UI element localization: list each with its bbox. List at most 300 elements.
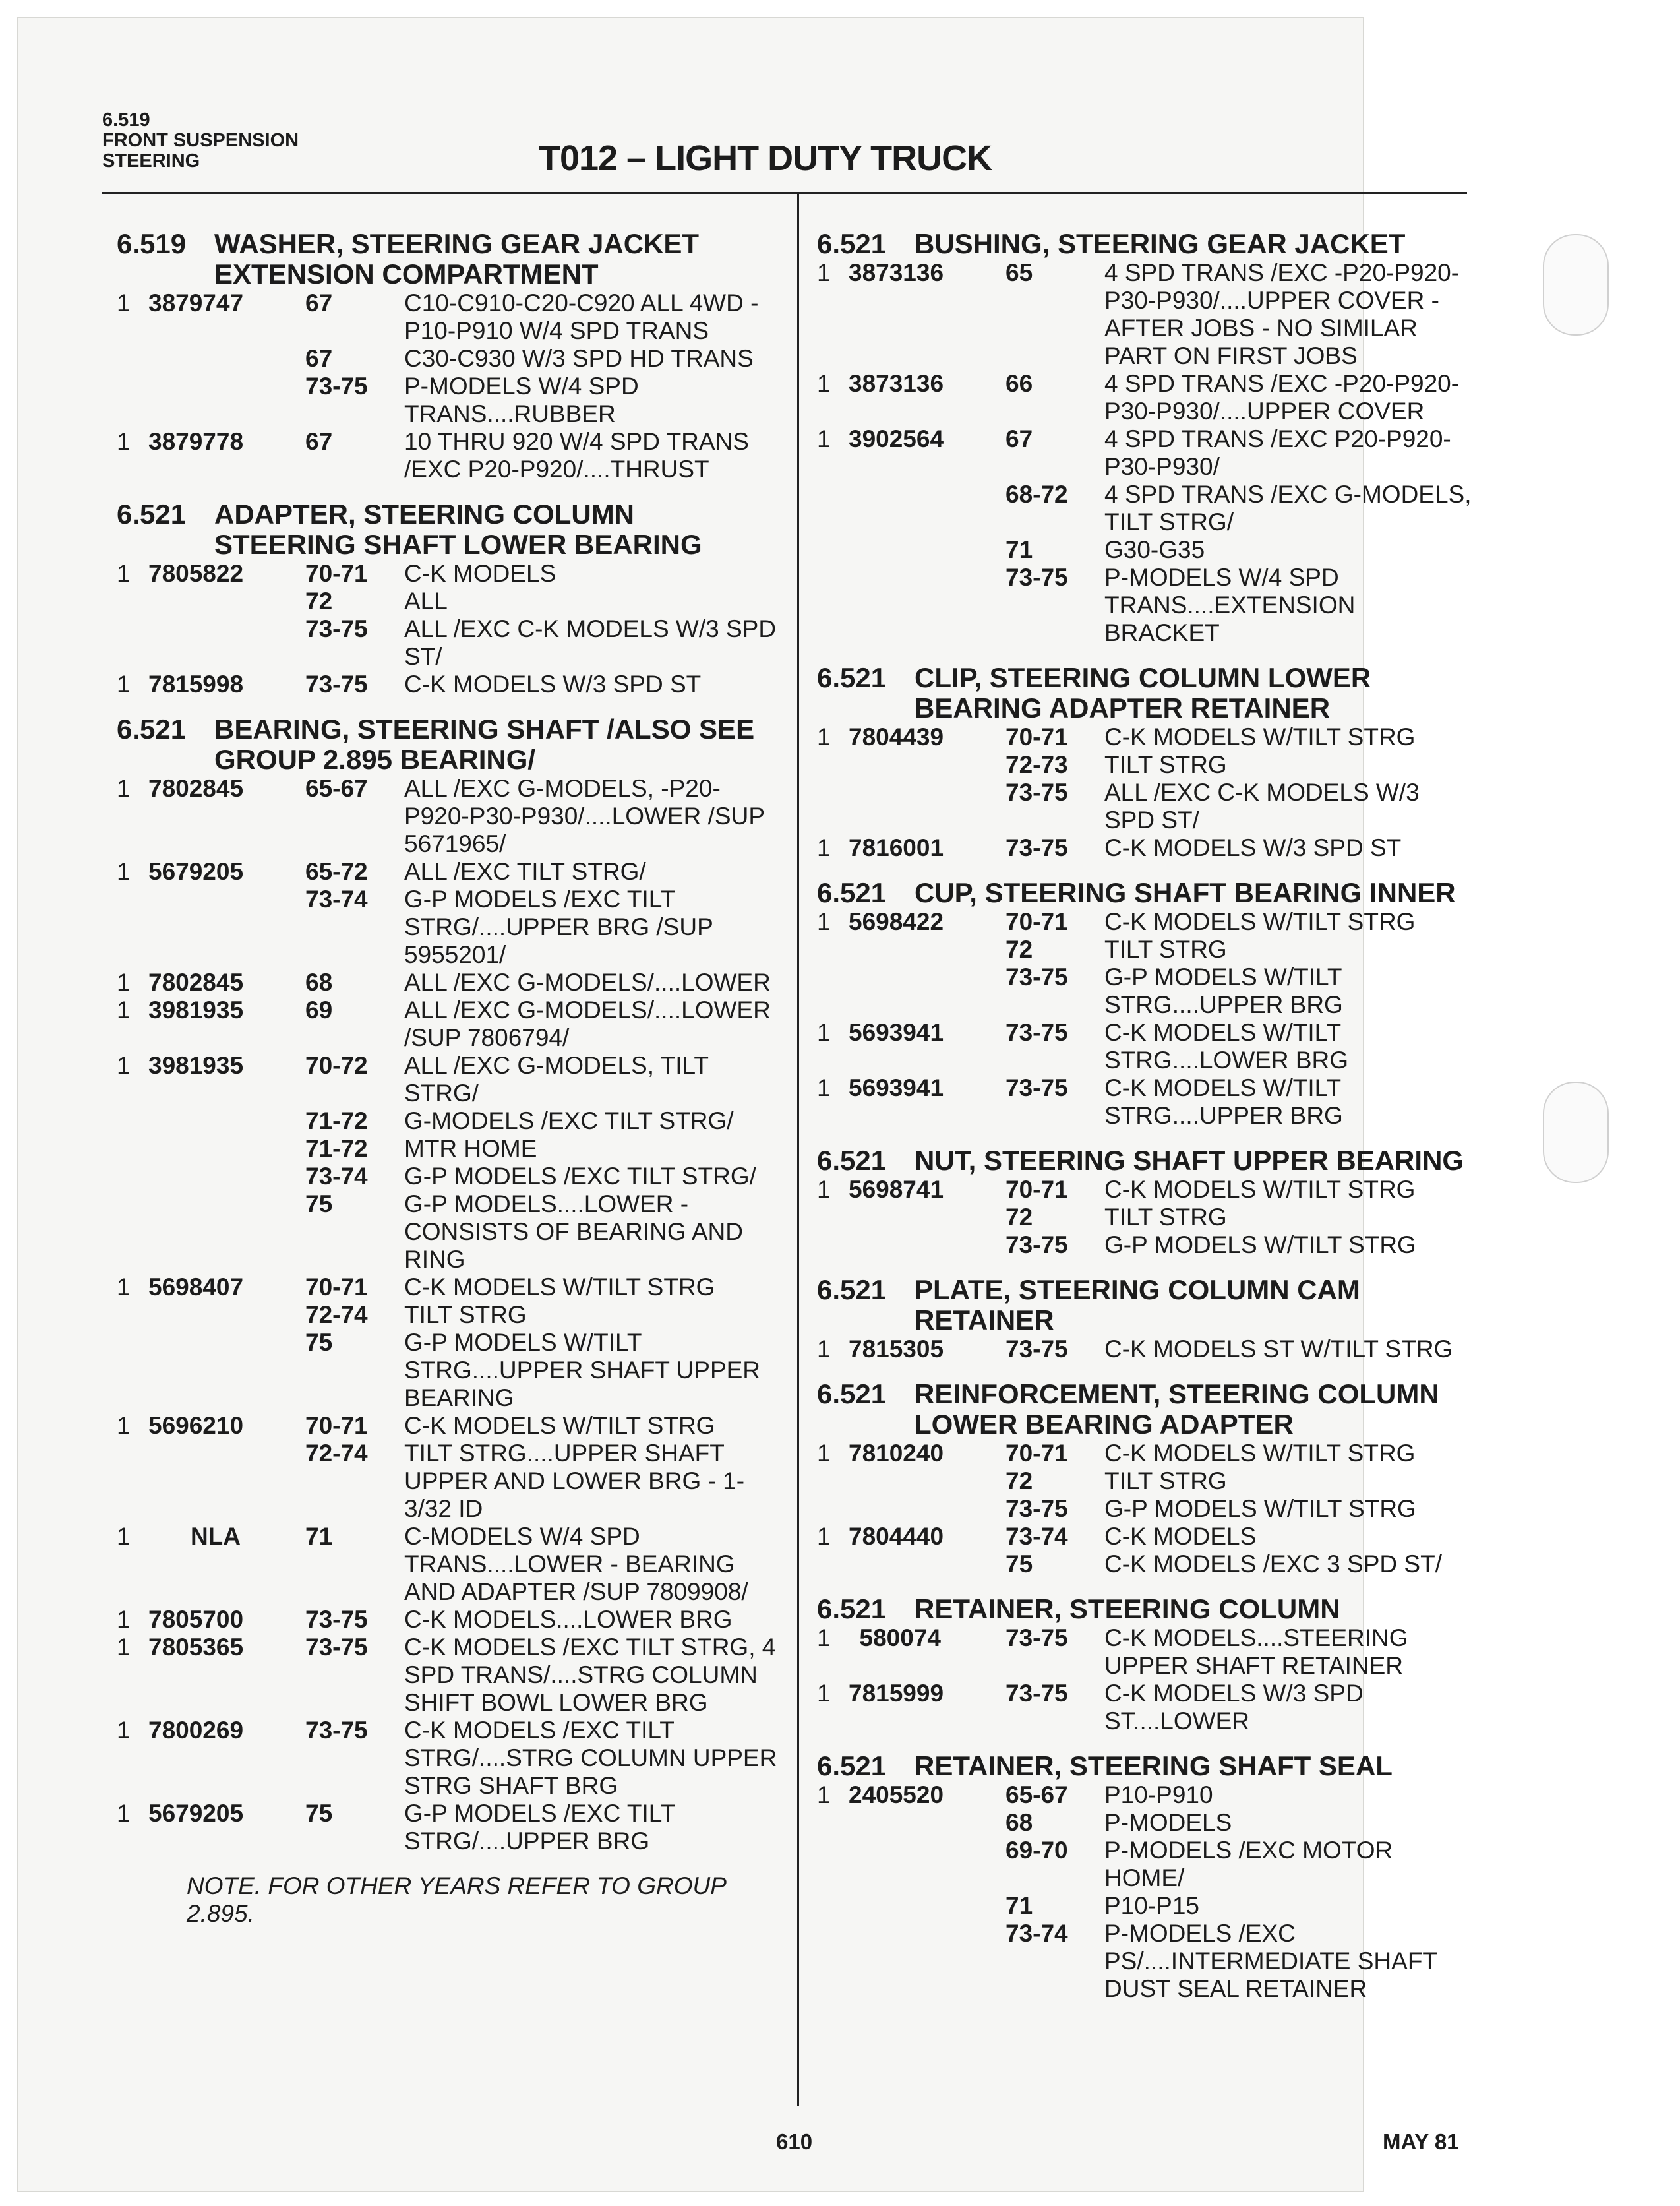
model-years: 70-71 xyxy=(305,1273,368,1301)
part-entry xyxy=(117,671,783,698)
application-description: C-K MODELS W/TILT STRG xyxy=(1104,908,1416,935)
application-row xyxy=(1005,1809,1476,1837)
section-heading xyxy=(817,663,1476,723)
model-years: 70-71 xyxy=(1005,1440,1068,1467)
application-list xyxy=(305,671,783,698)
application-row xyxy=(1005,259,1476,370)
application-row xyxy=(1005,1624,1476,1680)
application-row xyxy=(1005,1335,1476,1363)
part-number: 5698422 xyxy=(849,908,944,935)
application-description: C-K MODELS W/TILT STRG....LOWER BRG xyxy=(1104,1019,1349,1074)
application-description: C-K MODELS ST W/TILT STRG xyxy=(1104,1335,1453,1363)
model-years: 65 xyxy=(1005,259,1033,286)
model-years: 72-74 xyxy=(305,1440,368,1467)
part-number: 3981935 xyxy=(148,1052,244,1079)
section-heading xyxy=(817,878,1476,908)
application-description: P-MODELS W/4 SPD TRANS....RUBBER xyxy=(404,373,639,427)
quantity: 1 xyxy=(817,834,831,861)
model-years: 73-74 xyxy=(1005,1920,1068,1947)
model-years: 68-72 xyxy=(1005,481,1068,508)
application-list xyxy=(1005,1781,1476,2003)
application-description: TILT STRG xyxy=(1104,751,1227,778)
application-description: TILT STRG xyxy=(404,1301,527,1328)
model-years: 73-74 xyxy=(305,1163,368,1190)
application-description: G-MODELS /EXC TILT STRG/ xyxy=(404,1107,734,1134)
application-description: G-P MODELS W/TILT STRG....UPPER SHAFT UPPER BEARING xyxy=(404,1329,761,1411)
model-years: 73-75 xyxy=(305,373,368,400)
application-row xyxy=(305,1190,783,1273)
quantity: 1 xyxy=(817,1781,831,1808)
application-description: C-K MODELS /EXC TILT STRG, 4 SPD TRANS/....STRG COLUMN SHIFT BOWL LOWER BRG xyxy=(404,1634,776,1716)
section-heading xyxy=(817,1751,1476,1781)
application-description: G-P MODELS /EXC TILT STRG/ xyxy=(404,1163,756,1190)
application-description: ALL /EXC G-MODELS, TILT STRG/ xyxy=(404,1052,709,1107)
part-number: 2405520 xyxy=(849,1781,944,1808)
catalog-page xyxy=(17,17,1472,2192)
quantity: 1 xyxy=(117,1634,131,1661)
part-entry xyxy=(117,560,783,671)
application-row xyxy=(1005,1550,1476,1578)
part-number: 7800269 xyxy=(148,1717,244,1744)
model-years: 72 xyxy=(305,588,333,615)
part-number: 3879747 xyxy=(148,290,244,317)
model-years: 72 xyxy=(1005,936,1033,963)
binder-hole-middle xyxy=(1543,1082,1609,1183)
model-years: 73-75 xyxy=(1005,779,1068,806)
model-years: 71-72 xyxy=(305,1135,368,1162)
application-row xyxy=(1005,1892,1476,1920)
quantity: 1 xyxy=(117,996,131,1024)
model-years: 73-75 xyxy=(1005,1495,1068,1522)
application-row xyxy=(1005,779,1476,834)
model-years: 73-75 xyxy=(305,671,368,698)
model-years: 70-72 xyxy=(305,1052,368,1079)
footnote: NOTE. FOR OTHER YEARS REFER TO GROUP 2.895. xyxy=(187,1872,726,1927)
application-description: P-MODELS /EXC MOTOR HOME/ xyxy=(1104,1837,1393,1891)
quantity: 1 xyxy=(817,1176,831,1203)
section-code: 6.519 xyxy=(117,228,187,259)
quantity: 1 xyxy=(117,858,131,885)
application-row xyxy=(305,1163,783,1190)
application-row xyxy=(305,671,783,698)
quantity: 1 xyxy=(117,1412,131,1439)
part-number: 7802845 xyxy=(148,969,244,996)
application-row xyxy=(305,969,783,996)
model-years: 73-75 xyxy=(1005,1019,1068,1046)
part-number: 5693941 xyxy=(849,1019,944,1046)
application-description: P10-P910 xyxy=(1104,1781,1213,1808)
model-years: 69 xyxy=(305,996,333,1024)
section-heading xyxy=(817,229,1476,259)
application-description: C-K MODELS W/TILT STRG xyxy=(1104,1176,1416,1203)
model-years: 70-71 xyxy=(1005,908,1068,935)
part-number: 7804439 xyxy=(849,723,944,751)
section-code: 6.521 xyxy=(817,1593,887,1624)
application-description: 10 THRU 920 W/4 SPD TRANS /EXC P20-P920/....THRUST xyxy=(404,428,749,483)
header-rule xyxy=(102,192,1467,194)
application-description: G-P MODELS W/TILT STRG xyxy=(1104,1495,1416,1522)
section-heading xyxy=(117,229,783,290)
model-years: 69-70 xyxy=(1005,1837,1068,1864)
part-number: 7802845 xyxy=(148,775,244,802)
application-row xyxy=(305,1135,783,1163)
quantity: 1 xyxy=(817,1680,831,1707)
part-entry xyxy=(817,1074,1476,1130)
application-description: C-K MODELS W/TILT STRG....UPPER BRG xyxy=(1104,1074,1343,1129)
section-group: FRONT SUSPENSION xyxy=(102,130,299,151)
model-years: 73-75 xyxy=(1005,964,1068,991)
application-list xyxy=(305,1273,783,1412)
application-row xyxy=(1005,723,1476,751)
application-list xyxy=(1005,1440,1476,1523)
model-years: 73-75 xyxy=(305,1606,368,1633)
part-number: 580074 xyxy=(859,1624,941,1651)
application-row xyxy=(305,1717,783,1800)
model-years: 70-71 xyxy=(1005,723,1068,751)
part-entry xyxy=(817,908,1476,1019)
application-description: G30-G35 xyxy=(1104,536,1205,563)
application-row xyxy=(305,858,783,886)
application-description: P10-P15 xyxy=(1104,1892,1199,1919)
publication-date: MAY 81 xyxy=(1383,2129,1459,2154)
part-number: 3981935 xyxy=(148,996,244,1024)
model-years: 73-75 xyxy=(1005,1624,1068,1651)
model-years: 68 xyxy=(305,969,333,996)
part-number: 5693941 xyxy=(849,1074,944,1101)
application-row xyxy=(1005,425,1476,481)
application-row xyxy=(305,1634,783,1717)
application-description: C-K MODELS xyxy=(1104,1523,1257,1550)
section-code: 6.521 xyxy=(117,499,187,530)
application-row xyxy=(305,1412,783,1440)
part-entry xyxy=(117,996,783,1052)
part-entry xyxy=(817,425,1476,647)
section-heading xyxy=(817,1146,1476,1176)
part-entry xyxy=(117,1052,783,1273)
application-description: C-K MODELS....LOWER BRG xyxy=(404,1606,733,1633)
model-years: 65-67 xyxy=(305,775,368,802)
part-entry xyxy=(817,723,1476,834)
application-row xyxy=(305,886,783,969)
model-years: 70-71 xyxy=(305,1412,368,1439)
quantity: 1 xyxy=(117,428,131,455)
quantity: 1 xyxy=(817,259,831,286)
section-code: 6.521 xyxy=(817,1750,887,1781)
model-years: 67 xyxy=(305,428,333,455)
application-description: C-K MODELS W/3 SPD ST xyxy=(404,671,702,698)
application-list xyxy=(305,969,783,996)
part-number: 5698741 xyxy=(849,1176,944,1203)
part-number: 7815305 xyxy=(849,1335,944,1363)
model-years: 70-71 xyxy=(1005,1176,1068,1203)
quantity: 1 xyxy=(117,1717,131,1744)
section-code: 6.521 xyxy=(817,1274,887,1305)
page-number: 610 xyxy=(776,2129,813,2154)
quantity: 1 xyxy=(117,671,131,698)
model-years: 66 xyxy=(1005,370,1033,397)
model-years: 72-73 xyxy=(1005,751,1068,778)
quantity: 1 xyxy=(817,1523,831,1550)
application-description: C-K MODELS /EXC 3 SPD ST/ xyxy=(1104,1550,1442,1578)
application-list xyxy=(305,1523,783,1606)
application-row xyxy=(305,775,783,858)
model-years: 67 xyxy=(305,345,333,372)
part-entry xyxy=(817,1440,1476,1523)
application-description: TILT STRG xyxy=(1104,1467,1227,1494)
model-years: 71-72 xyxy=(305,1107,368,1134)
part-number: 7815998 xyxy=(148,671,244,698)
application-list xyxy=(305,775,783,858)
application-description: ALL /EXC TILT STRG/ xyxy=(404,858,646,885)
part-entry xyxy=(117,290,783,428)
part-number: 5698407 xyxy=(148,1273,244,1301)
application-row xyxy=(1005,1680,1476,1735)
application-description: C-K MODELS W/TILT STRG xyxy=(404,1273,715,1301)
quantity: 1 xyxy=(117,1052,131,1079)
application-list xyxy=(305,1800,783,1855)
quantity: 1 xyxy=(117,290,131,317)
model-years: 67 xyxy=(305,290,333,317)
section-heading xyxy=(817,1379,1476,1440)
application-list xyxy=(1005,834,1476,862)
application-row xyxy=(1005,1204,1476,1231)
application-description: G-P MODELS W/TILT STRG xyxy=(1104,1231,1416,1258)
application-row xyxy=(305,1273,783,1301)
application-row xyxy=(1005,1074,1476,1130)
application-row xyxy=(1005,536,1476,564)
section-code: 6.521 xyxy=(817,1378,887,1409)
part-entry xyxy=(817,1680,1476,1735)
model-years: 73-75 xyxy=(305,615,368,642)
part-number: 7804440 xyxy=(849,1523,944,1550)
quantity: 1 xyxy=(817,1019,831,1046)
application-row xyxy=(305,588,783,615)
part-number: 5679205 xyxy=(148,858,244,885)
quantity: 1 xyxy=(817,1074,831,1101)
application-row xyxy=(1005,1231,1476,1259)
part-entry xyxy=(117,428,783,483)
model-years: 73-75 xyxy=(1005,1335,1068,1363)
section-heading xyxy=(817,1594,1476,1624)
application-description: 4 SPD TRANS /EXC -P20-P920-P30-P930/....UPPER COVER - AFTER JOBS - NO SIMILAR PART ON FIRST JOBS xyxy=(1104,259,1460,369)
application-description: G-P MODELS /EXC TILT STRG/....UPPER BRG /SUP 5955201/ xyxy=(404,886,713,968)
application-row xyxy=(1005,370,1476,425)
model-years: 65-72 xyxy=(305,858,368,885)
application-row xyxy=(1005,964,1476,1019)
application-row xyxy=(1005,481,1476,536)
part-entry xyxy=(117,969,783,996)
model-years: 71 xyxy=(1005,536,1033,563)
section-title: PLATE, STEERING COLUMN CAM RETAINER xyxy=(915,1274,1360,1335)
quantity: 1 xyxy=(817,723,831,751)
application-row xyxy=(305,1052,783,1107)
application-description: P-MODELS W/4 SPD TRANS....EXTENSION BRACKET xyxy=(1104,564,1356,646)
part-number: 3873136 xyxy=(849,370,944,397)
model-years: 71 xyxy=(1005,1892,1033,1919)
quantity: 1 xyxy=(117,775,131,802)
part-entry xyxy=(117,858,783,969)
application-description: G-P MODELS /EXC TILT STRG/....UPPER BRG xyxy=(404,1800,675,1854)
quantity: 1 xyxy=(817,1335,831,1363)
part-number: 7805365 xyxy=(148,1634,244,1661)
application-row xyxy=(1005,1467,1476,1495)
application-description: ALL xyxy=(404,588,448,615)
application-description: MTR HOME xyxy=(404,1135,537,1162)
application-row xyxy=(1005,1837,1476,1892)
application-description: TILT STRG....UPPER SHAFT UPPER AND LOWER BRG - 1-3/32 ID xyxy=(404,1440,745,1522)
quantity: 1 xyxy=(117,969,131,996)
part-number: 7805700 xyxy=(148,1606,244,1633)
section-title: BUSHING, STEERING GEAR JACKET xyxy=(915,228,1406,259)
part-number: 3902564 xyxy=(849,425,944,452)
application-row xyxy=(305,373,783,428)
part-entry xyxy=(817,834,1476,862)
application-description: 4 SPD TRANS /EXC G-MODELS, TILT STRG/ xyxy=(1104,481,1472,536)
model-years: 72-74 xyxy=(305,1301,368,1328)
application-row xyxy=(1005,751,1476,779)
model-years: 75 xyxy=(305,1800,333,1827)
application-description: C-K MODELS W/TILT STRG xyxy=(1104,723,1416,751)
section-code: 6.521 xyxy=(817,1145,887,1176)
part-entry xyxy=(817,1019,1476,1074)
application-row xyxy=(305,428,783,483)
section-heading xyxy=(117,714,783,775)
application-row xyxy=(1005,564,1476,647)
application-list xyxy=(1005,1176,1476,1259)
application-description: C-K MODELS W/TILT STRG xyxy=(404,1412,715,1439)
part-entry xyxy=(817,370,1476,425)
application-row xyxy=(305,1606,783,1634)
section-code: 6.521 xyxy=(817,877,887,908)
application-row xyxy=(1005,1019,1476,1074)
application-list xyxy=(1005,1335,1476,1363)
application-list xyxy=(1005,723,1476,834)
application-row xyxy=(305,996,783,1052)
part-entry xyxy=(117,1634,783,1717)
application-list xyxy=(305,858,783,969)
part-entry xyxy=(117,1273,783,1412)
application-list xyxy=(305,428,783,483)
application-row xyxy=(1005,1176,1476,1204)
application-list xyxy=(1005,370,1476,425)
section-title: WASHER, STEERING GEAR JACKET EXTENSION COMPARTMENT xyxy=(214,228,700,290)
part-number: 7810240 xyxy=(849,1440,944,1467)
application-row xyxy=(305,290,783,345)
part-number: 7805822 xyxy=(148,560,244,587)
application-list xyxy=(1005,1523,1476,1578)
application-row xyxy=(305,1329,783,1412)
application-description: ALL /EXC G-MODELS, -P20-P920-P30-P930/....LOWER /SUP 5671965/ xyxy=(404,775,765,857)
part-entry xyxy=(817,1624,1476,1680)
model-years: 75 xyxy=(1005,1550,1033,1578)
section-title: REINFORCEMENT, STEERING COLUMN LOWER BEARING ADAPTER xyxy=(915,1378,1439,1440)
application-list xyxy=(305,1717,783,1800)
part-number: 5696210 xyxy=(148,1412,244,1439)
application-list xyxy=(1005,1680,1476,1735)
application-row xyxy=(305,1107,783,1135)
application-description: C-K MODELS W/3 SPD ST xyxy=(1104,834,1402,861)
section-title: ADAPTER, STEERING COLUMN STEERING SHAFT LOWER BEARING xyxy=(214,499,702,560)
section-code: 6.521 xyxy=(817,228,887,259)
section-heading xyxy=(817,1275,1476,1335)
application-list xyxy=(1005,259,1476,370)
application-row xyxy=(1005,1920,1476,2003)
application-row xyxy=(305,1301,783,1329)
application-description: 4 SPD TRANS /EXC P20-P920-P30-P930/ xyxy=(1104,425,1451,480)
application-description: G-P MODELS W/TILT STRG....UPPER BRG xyxy=(1104,964,1343,1018)
application-list xyxy=(305,1052,783,1273)
part-entry xyxy=(117,1800,783,1855)
model-years: 65-67 xyxy=(1005,1781,1068,1808)
model-years: 67 xyxy=(1005,425,1033,452)
application-row xyxy=(1005,908,1476,936)
model-years: 73-75 xyxy=(305,1717,368,1744)
application-row xyxy=(1005,936,1476,964)
application-description: ALL /EXC C-K MODELS W/3 SPD ST/ xyxy=(1104,779,1420,834)
quantity: 1 xyxy=(817,908,831,935)
model-years: 73-75 xyxy=(305,1634,368,1661)
application-row xyxy=(305,345,783,373)
application-description: TILT STRG xyxy=(1104,936,1227,963)
application-description: ALL /EXC G-MODELS/....LOWER xyxy=(404,969,771,996)
part-entry xyxy=(817,1335,1476,1363)
right-column xyxy=(817,229,1476,2003)
application-description: ALL /EXC G-MODELS/....LOWER /SUP 7806794/ xyxy=(404,996,771,1051)
application-list xyxy=(305,560,783,671)
part-number: NLA xyxy=(190,1523,241,1550)
section-title: BEARING, STEERING SHAFT /ALSO SEE GROUP 2.895 BEARING/ xyxy=(214,714,755,775)
application-row xyxy=(305,615,783,671)
application-row xyxy=(1005,1440,1476,1467)
application-description: P-MODELS xyxy=(1104,1809,1232,1836)
model-years: 73-75 xyxy=(1005,1074,1068,1101)
model-years: 73-74 xyxy=(305,886,368,913)
quantity: 1 xyxy=(117,1523,131,1550)
section-code: 6.521 xyxy=(817,662,887,693)
part-number: 3879778 xyxy=(148,428,244,455)
application-list xyxy=(1005,1074,1476,1130)
application-row xyxy=(1005,1523,1476,1550)
application-row xyxy=(1005,834,1476,862)
quantity: 1 xyxy=(817,425,831,452)
part-entry xyxy=(817,259,1476,370)
model-years: 72 xyxy=(1005,1467,1033,1494)
model-years: 73-74 xyxy=(1005,1523,1068,1550)
application-list xyxy=(305,290,783,428)
model-years: 72 xyxy=(1005,1204,1033,1231)
part-number: 3873136 xyxy=(849,259,944,286)
quantity: 1 xyxy=(117,560,131,587)
quantity: 1 xyxy=(817,370,831,397)
application-description: C-K MODELS /EXC TILT STRG/....STRG COLUMN UPPER STRG SHAFT BRG xyxy=(404,1717,777,1799)
application-row xyxy=(305,1800,783,1855)
section-title: RETAINER, STEERING SHAFT SEAL xyxy=(915,1750,1393,1781)
section-subgroup: STEERING xyxy=(102,150,200,171)
quantity: 1 xyxy=(817,1624,831,1651)
application-list xyxy=(305,1606,783,1634)
model-years: 75 xyxy=(305,1329,333,1356)
application-row xyxy=(305,1440,783,1523)
quantity: 1 xyxy=(117,1273,131,1301)
application-row xyxy=(1005,1781,1476,1809)
left-column xyxy=(117,229,783,1928)
application-list xyxy=(1005,1019,1476,1074)
application-description: TILT STRG xyxy=(1104,1204,1227,1231)
quantity: 1 xyxy=(817,1440,831,1467)
model-years: 73-75 xyxy=(1005,1680,1068,1707)
part-entry xyxy=(117,1606,783,1634)
application-description: P-MODELS /EXC PS/....INTERMEDIATE SHAFT DUST SEAL RETAINER xyxy=(1104,1920,1437,2002)
